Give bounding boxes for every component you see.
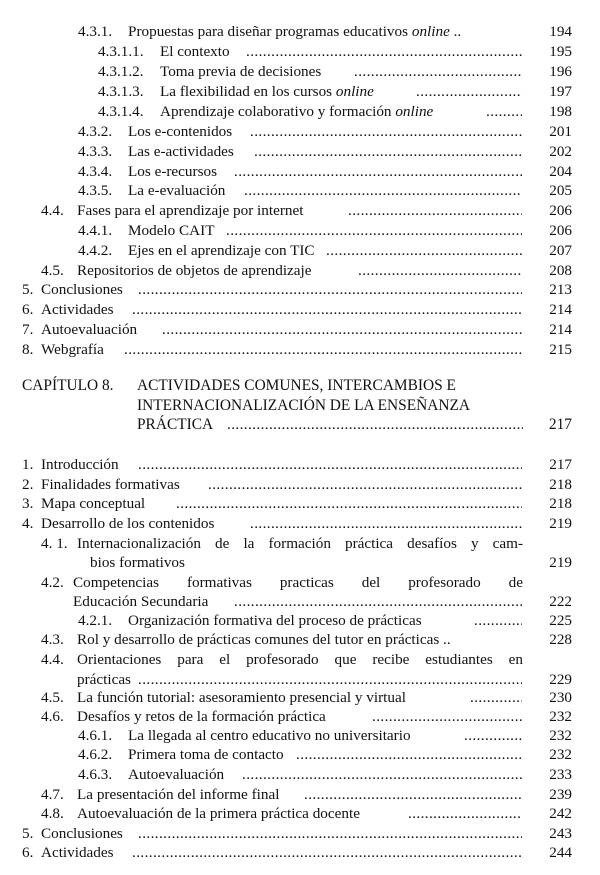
entry-number: 3. bbox=[22, 495, 34, 512]
entry-page: 230 bbox=[549, 689, 572, 706]
entry-page: 232 bbox=[549, 708, 572, 725]
dot-leader bbox=[296, 745, 522, 765]
dot-leader bbox=[408, 804, 522, 824]
dot-leader bbox=[250, 122, 522, 142]
toc-entry bbox=[0, 42, 600, 62]
dot-leader bbox=[124, 340, 522, 360]
dot-leader bbox=[474, 611, 522, 631]
entry-number: 4. bbox=[22, 515, 34, 532]
dot-leader bbox=[162, 320, 522, 340]
dot-leader bbox=[234, 162, 522, 182]
entry-number: 4.3.1.3. bbox=[98, 83, 144, 100]
entry-title: Modelo CAIT bbox=[128, 222, 215, 239]
dot-leader bbox=[138, 670, 522, 690]
toc-entry bbox=[0, 475, 600, 495]
toc-entry bbox=[0, 494, 600, 514]
entry-page: 208 bbox=[549, 262, 572, 279]
dot-leader bbox=[246, 42, 522, 62]
entry-title: Desarrollo de los contenidos bbox=[41, 515, 215, 532]
entry-title: Finalidades formativas bbox=[41, 476, 180, 493]
toc-entry bbox=[0, 181, 600, 201]
entry-title: Conclusiones bbox=[41, 825, 123, 842]
toc-entry bbox=[0, 82, 600, 102]
entry-title: Competencias formativas practicas del profesorado de bbox=[73, 574, 523, 591]
dot-leader bbox=[132, 843, 522, 863]
entry-number: 4.8. bbox=[41, 805, 64, 822]
entry-title: Autoevaluación de la primera práctica docente bbox=[77, 805, 360, 822]
dot-leader bbox=[244, 181, 522, 201]
entry-number: 4.3.5. bbox=[78, 182, 113, 199]
toc-entry bbox=[0, 340, 600, 360]
dot-leader bbox=[138, 280, 522, 300]
entry-page: 219 bbox=[549, 515, 572, 532]
dot-leader bbox=[234, 592, 522, 612]
entry-title: Repositorios de objetos de aprendizaje bbox=[77, 262, 312, 279]
entry-title: Mapa conceptual bbox=[41, 495, 146, 512]
entry-page: 195 bbox=[549, 43, 572, 60]
entry-title: El contexto bbox=[160, 43, 230, 60]
entry-page: 228 bbox=[549, 631, 572, 648]
dot-leader bbox=[227, 415, 523, 435]
entry-number: 4.6.3. bbox=[78, 766, 113, 783]
entry-number: 4.6.2. bbox=[78, 746, 113, 763]
entry-number: 7. bbox=[22, 321, 34, 338]
entry-title: La e-evaluación bbox=[128, 182, 226, 199]
toc-entry bbox=[0, 630, 600, 650]
entry-title: La flexibilidad en los cursos online bbox=[160, 83, 374, 100]
entry-title: Orientaciones para el profesorado que recibe estudiantes en bbox=[77, 651, 523, 668]
dot-leader bbox=[416, 82, 522, 102]
entry-title: Autoevaluación bbox=[41, 321, 138, 338]
entry-page: 232 bbox=[549, 727, 572, 744]
toc-entry bbox=[0, 261, 600, 281]
entry-title: Autoevaluación bbox=[128, 766, 225, 783]
entry-page: 198 bbox=[549, 103, 572, 120]
entry-title: Actividades bbox=[41, 844, 114, 861]
entry-page: 213 bbox=[549, 281, 572, 298]
entry-number: 4.5. bbox=[41, 689, 64, 706]
dot-leader bbox=[132, 300, 522, 320]
entry-page: 194 bbox=[549, 23, 572, 40]
entry-number: 1. bbox=[22, 456, 34, 473]
entry-number: 4.3.1.2. bbox=[98, 63, 144, 80]
entry-title: Toma previa de decisiones bbox=[160, 63, 322, 80]
entry-page: 201 bbox=[549, 123, 572, 140]
entry-title: Introducción bbox=[41, 456, 119, 473]
toc-entry bbox=[0, 650, 600, 670]
toc-entry bbox=[0, 455, 600, 475]
dot-leader bbox=[138, 824, 522, 844]
dot-leader bbox=[470, 688, 522, 708]
entry-page: 243 bbox=[549, 825, 572, 842]
toc-entry bbox=[0, 300, 600, 320]
entry-title: Propuestas para diseñar programas educativos online .. bbox=[128, 23, 462, 40]
entry-page: 197 bbox=[549, 83, 572, 100]
toc-entry bbox=[0, 102, 600, 122]
toc-entry bbox=[0, 320, 600, 340]
entry-title: Ejes en el aprendizaje con TIC bbox=[128, 242, 315, 259]
toc-entry bbox=[0, 280, 600, 300]
entry-title: Actividades bbox=[41, 301, 114, 318]
chapter-title-line-2: INTERNACIONALIZACIÓN DE LA ENSEÑANZA bbox=[137, 397, 470, 414]
entry-title: Conclusiones bbox=[41, 281, 123, 298]
dot-leader bbox=[208, 475, 522, 495]
chapter-title-line-1: ACTIVIDADES COMUNES, INTERCAMBIOS E bbox=[137, 377, 456, 394]
entry-title: Rol y desarrollo de prácticas comunes del tutor en prácticas .. bbox=[77, 631, 451, 648]
entry-title: Aprendizaje colaborativo y formación online bbox=[160, 103, 434, 120]
dot-leader bbox=[254, 142, 522, 162]
entry-number: 4.3.3. bbox=[78, 143, 113, 160]
chapter-page: 217 bbox=[548, 416, 572, 433]
toc-entry bbox=[0, 221, 600, 241]
toc-entry bbox=[0, 122, 600, 142]
dot-leader bbox=[226, 221, 522, 241]
entry-page: 204 bbox=[549, 163, 572, 180]
entry-number: 4.4. bbox=[41, 651, 64, 668]
dot-leader bbox=[242, 765, 522, 785]
entry-number: 4.3.4. bbox=[78, 163, 113, 180]
entry-page: 206 bbox=[549, 202, 572, 219]
entry-title: Los e-contenidos bbox=[128, 123, 233, 140]
dot-leader bbox=[304, 785, 522, 805]
entry-page: 225 bbox=[549, 612, 572, 629]
entry-number: 4.3.1. bbox=[78, 23, 113, 40]
entry-title: La presentación del informe final bbox=[77, 786, 280, 803]
entry-page: 239 bbox=[549, 786, 572, 803]
entry-page: 229 bbox=[549, 671, 572, 688]
entry-page: 218 bbox=[549, 495, 572, 512]
entry-number: 6. bbox=[22, 301, 34, 318]
entry-number: 4.3.1.1. bbox=[98, 43, 144, 60]
entry-number: 4.2.1. bbox=[78, 612, 113, 629]
entry-page: 205 bbox=[549, 182, 572, 199]
entry-number: 6. bbox=[22, 844, 34, 861]
toc-entry bbox=[0, 765, 600, 785]
toc-entry bbox=[0, 162, 600, 182]
entry-title: Fases para el aprendizaje por internet bbox=[77, 202, 304, 219]
entry-title: Desafíos y retos de la formación práctica bbox=[77, 708, 326, 725]
entry-number: 4.5. bbox=[41, 262, 64, 279]
chapter-label: CAPÍTULO 8. bbox=[22, 377, 114, 394]
entry-page: 215 bbox=[549, 341, 572, 358]
entry-page: 244 bbox=[549, 844, 572, 861]
dot-leader bbox=[176, 494, 522, 514]
toc-entry bbox=[0, 843, 600, 863]
entry-title: La llegada al centro educativo no universitario bbox=[128, 727, 411, 744]
toc-entry bbox=[0, 22, 600, 42]
entry-page: 219 bbox=[549, 554, 572, 571]
toc-entry bbox=[0, 804, 600, 824]
entry-page: 214 bbox=[549, 301, 572, 318]
entry-title: Primera toma de contacto bbox=[128, 746, 284, 763]
entry-number: 8. bbox=[22, 341, 34, 358]
entry-title-cont: bios formativos bbox=[90, 554, 185, 571]
entry-page: 207 bbox=[549, 242, 572, 259]
entry-title: Organización formativa del proceso de prácticas bbox=[128, 612, 422, 629]
toc-entry bbox=[0, 611, 600, 631]
entry-page: 206 bbox=[549, 222, 572, 239]
toc-entry bbox=[0, 201, 600, 221]
entry-number: 4.2. bbox=[41, 574, 64, 591]
entry-number: 2. bbox=[22, 476, 34, 493]
toc-entry bbox=[0, 62, 600, 82]
dot-leader bbox=[464, 726, 522, 746]
dot-leader bbox=[138, 455, 522, 475]
entry-title-cont: prácticas bbox=[77, 671, 131, 688]
entry-page: 196 bbox=[549, 63, 572, 80]
entry-number: 5. bbox=[22, 281, 34, 298]
toc-entry bbox=[0, 745, 600, 765]
entry-title: Los e-recursos bbox=[128, 163, 217, 180]
entry-title: Webgrafía bbox=[41, 341, 104, 358]
entry-title: La función tutorial: asesoramiento presencial y virtual bbox=[77, 689, 406, 706]
toc-entry bbox=[0, 707, 600, 727]
toc-entry bbox=[0, 726, 600, 746]
toc-entry bbox=[0, 241, 600, 261]
entry-number: 4.4.1. bbox=[78, 222, 113, 239]
toc-entry bbox=[0, 573, 600, 593]
entry-page: 218 bbox=[549, 476, 572, 493]
entry-page: 232 bbox=[549, 746, 572, 763]
toc-entry-continuation bbox=[0, 553, 600, 573]
entry-number: 4.6. bbox=[41, 708, 64, 725]
chapter-title-line-3: PRÁCTICA bbox=[137, 416, 214, 433]
entry-number: 4. 1. bbox=[41, 535, 68, 552]
entry-number: 4.4.2. bbox=[78, 242, 113, 259]
entry-number: 4.7. bbox=[41, 786, 64, 803]
dot-leader bbox=[354, 62, 522, 82]
entry-title-cont: Educación Secundaria bbox=[73, 593, 209, 610]
toc-entry bbox=[0, 534, 600, 554]
toc-entry bbox=[0, 142, 600, 162]
entry-page: 202 bbox=[549, 143, 572, 160]
entry-number: 5. bbox=[22, 825, 34, 842]
entry-page: 242 bbox=[549, 805, 572, 822]
entry-number: 4.4. bbox=[41, 202, 64, 219]
dot-leader bbox=[250, 514, 522, 534]
entry-page: 233 bbox=[549, 766, 572, 783]
dot-leader bbox=[348, 201, 522, 221]
toc-entry bbox=[0, 514, 600, 534]
toc-entry bbox=[0, 688, 600, 708]
dot-leader bbox=[326, 241, 522, 261]
toc-entry bbox=[0, 785, 600, 805]
entry-page: 217 bbox=[549, 456, 572, 473]
entry-title: Internacionalización de la formación práctica desafíos y cam- bbox=[77, 535, 523, 552]
toc-entry-continuation bbox=[0, 670, 600, 690]
toc-entry-continuation bbox=[0, 592, 600, 612]
dot-leader bbox=[372, 707, 522, 727]
dot-leader bbox=[486, 102, 522, 122]
entry-number: 4.3.2. bbox=[78, 123, 113, 140]
entry-number: 4.3. bbox=[41, 631, 64, 648]
dot-leader bbox=[358, 261, 522, 281]
entry-number: 4.3.1.4. bbox=[98, 103, 144, 120]
entry-title: Las e-actividades bbox=[128, 143, 234, 160]
entry-number: 4.6.1. bbox=[78, 727, 113, 744]
entry-page: 214 bbox=[549, 321, 572, 338]
toc-entry bbox=[0, 824, 600, 844]
entry-page: 222 bbox=[549, 593, 572, 610]
